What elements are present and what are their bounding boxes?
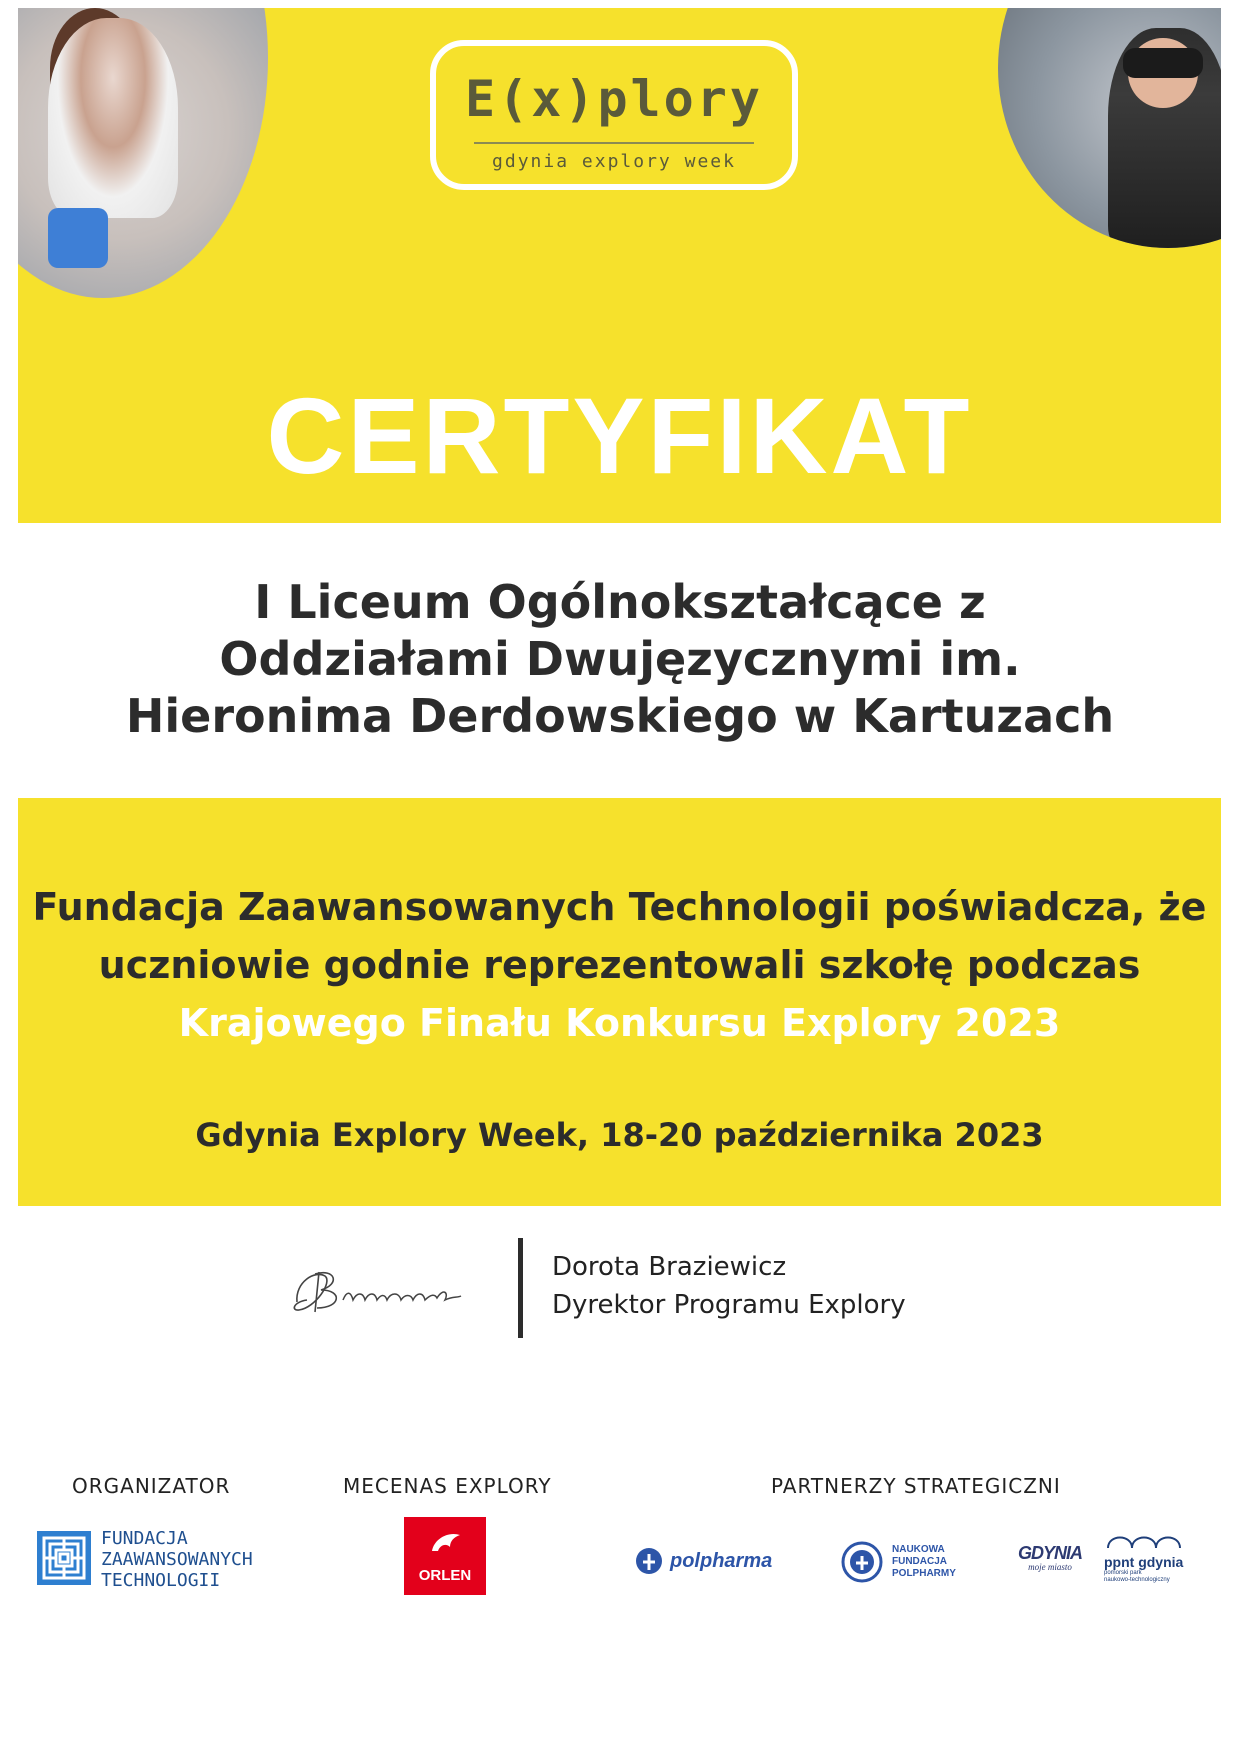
fzt-logo-icon: [36, 1530, 92, 1586]
certificate-title: CERTYFIKAT: [266, 375, 973, 496]
patron-label: MECENAS EXPLORY: [343, 1474, 552, 1498]
ppnt-arches-icon: [1104, 1530, 1194, 1550]
top-yellow-band: [18, 8, 1221, 523]
logo-wordmark: E(x)plory: [465, 70, 763, 128]
organizer-label: ORGANIZATOR: [72, 1474, 231, 1498]
photo-student-lab: [18, 8, 268, 298]
polpharma-logo: polpharma: [634, 1546, 772, 1576]
nfp-icon: [840, 1540, 884, 1584]
competition-name: Krajowego Finału Konkursu Explory 2023: [178, 1001, 1061, 1045]
nfp-logo: NAUKOWA FUNDACJA POLPHARMY: [840, 1540, 956, 1584]
logo-tagline: gdynia explory week: [474, 142, 754, 172]
orlen-eagle-icon: [404, 1517, 486, 1567]
gdynia-logo: GDYNIA moje miasto: [1017, 1543, 1082, 1572]
fzt-logo-text: FUNDACJA ZAAWANSOWANYCH TECHNOLOGII: [101, 1528, 253, 1591]
photo-vr-user: [998, 8, 1221, 248]
middle-yellow-band: [18, 798, 1221, 1206]
explory-logo: [430, 40, 798, 190]
handwritten-signature: [285, 1262, 505, 1322]
ppnt-logo: ppnt gdynia pomorski park naukowo-technologiczny: [1104, 1530, 1194, 1584]
polpharma-icon: [634, 1546, 664, 1576]
certification-statement: Fundacja Zaawansowanych Technologii poświadcza, że uczniowie godnie reprezentowali szkołę podczas Krajowego Finału Konkursu Explory 2023: [18, 878, 1221, 1052]
school-name: I Liceum Ogólnokształcące z Oddziałami Dwujęzycznymi im. Hieronima Derdowskiego w Kartuzach: [125, 575, 1115, 743]
orlen-logo: ORLEN: [404, 1517, 486, 1595]
signature-divider: [518, 1238, 523, 1338]
event-date: Gdynia Explory Week, 18-20 października 2023: [195, 1116, 1044, 1154]
signer-role: Dyrektor Programu Explory: [552, 1290, 906, 1320]
partners-label: PARTNERZY STRATEGICZNI: [771, 1474, 1061, 1498]
signer-name: Dorota Braziewicz: [552, 1252, 787, 1282]
